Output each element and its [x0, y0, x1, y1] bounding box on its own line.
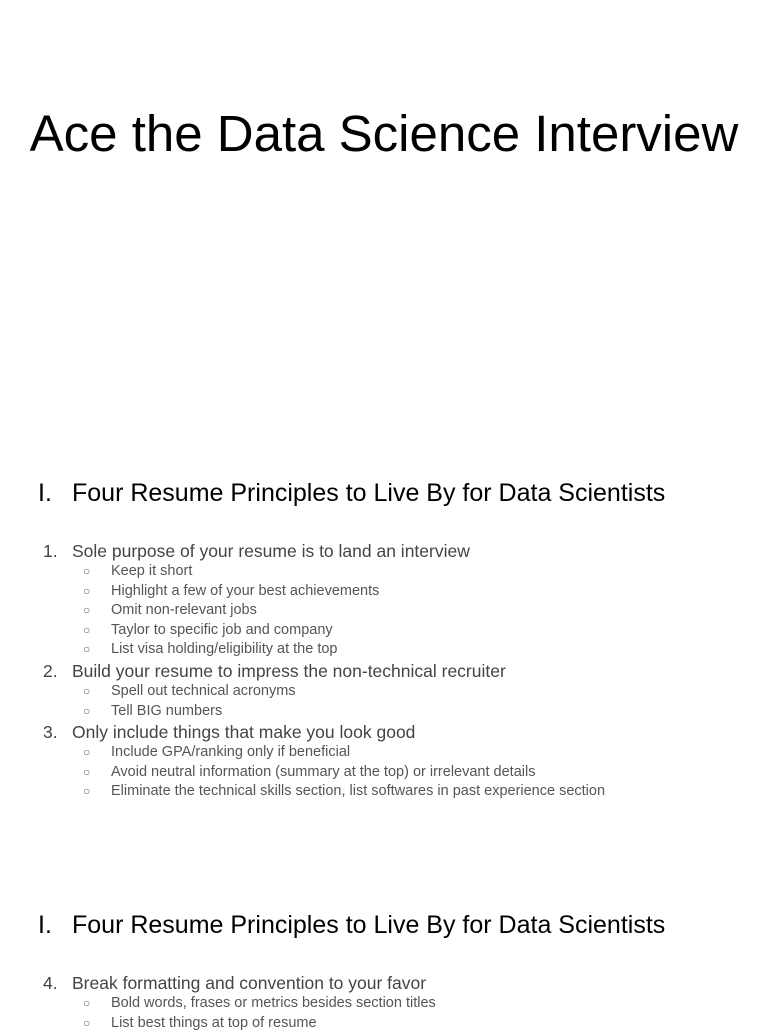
section-numeral: I. [38, 479, 52, 507]
item-text: Build your resume to impress the non-technical recruiter [72, 660, 506, 681]
section-heading [38, 478, 758, 508]
document-title: Ace the Data Science Interview [29, 105, 739, 162]
sub-item [0, 743, 768, 763]
sub-item-text: Highlight a few of your best achievements [111, 582, 380, 599]
sub-item-text: Taylor to specific job and company [111, 621, 333, 638]
circle-bullet-icon: ○ [83, 683, 91, 698]
circle-bullet-icon: ○ [83, 642, 91, 657]
item-number: 2. [43, 660, 58, 681]
section-heading-text: Four Resume Principles to Live By for Data Scientists [72, 911, 666, 939]
circle-bullet-icon: ○ [83, 764, 91, 779]
sub-item [0, 601, 768, 621]
sub-item-text: Include GPA/ranking only if beneficial [111, 744, 351, 761]
sub-item-text: Tell BIG numbers [111, 702, 223, 719]
section-heading-text: Four Resume Principles to Live By for Data Scientists [72, 479, 666, 507]
sub-item-text: Avoid neutral information (summary at the top) or irrelevant details [111, 763, 536, 780]
sub-item [0, 582, 768, 602]
section-numeral: I. [38, 911, 52, 939]
sub-item-text: Bold words, frases or metrics besides section titles [111, 995, 436, 1011]
circle-bullet-icon: ○ [83, 603, 91, 618]
sub-item [0, 621, 768, 641]
sub-item [0, 994, 768, 1014]
item-number: 1. [43, 541, 58, 561]
circle-bullet-icon: ○ [83, 996, 91, 1010]
sub-item [0, 640, 768, 660]
circle-bullet-icon: ○ [83, 703, 91, 718]
sub-item-text: Spell out technical acronyms [111, 682, 296, 699]
list-item [0, 540, 768, 562]
circle-bullet-icon: ○ [83, 745, 91, 760]
item-number: 3. [43, 722, 58, 743]
circle-bullet-icon: ○ [83, 784, 91, 799]
sub-item-text: Omit non-relevant jobs [111, 602, 257, 619]
list-item [0, 972, 768, 994]
sub-item [0, 562, 768, 582]
principles-list [0, 540, 768, 802]
sub-item-text: List best things at top of resume [111, 1014, 317, 1031]
list-item [0, 721, 768, 743]
sub-item-text: Keep it short [111, 563, 193, 579]
sub-item [0, 782, 768, 802]
circle-bullet-icon: ○ [83, 564, 91, 578]
sub-item-text: Eliminate the technical skills section, list softwares in past experience section [111, 783, 606, 800]
circle-bullet-icon: ○ [83, 622, 91, 637]
circle-bullet-icon: ○ [83, 1015, 91, 1030]
sub-item [0, 763, 768, 783]
section-heading [38, 910, 758, 940]
sub-item [0, 702, 768, 722]
sub-item [0, 1014, 768, 1033]
item-text: Only include things that make you look good [72, 722, 416, 743]
item-text: Sole purpose of your resume is to land an interview [72, 541, 470, 561]
sub-item-text: List visa holding/eligibility at the top [111, 641, 338, 658]
item-text: Break formatting and convention to your favor [72, 973, 427, 993]
list-item [0, 660, 768, 682]
item-number: 4. [43, 973, 58, 993]
sub-item [0, 682, 768, 702]
circle-bullet-icon: ○ [83, 583, 91, 598]
